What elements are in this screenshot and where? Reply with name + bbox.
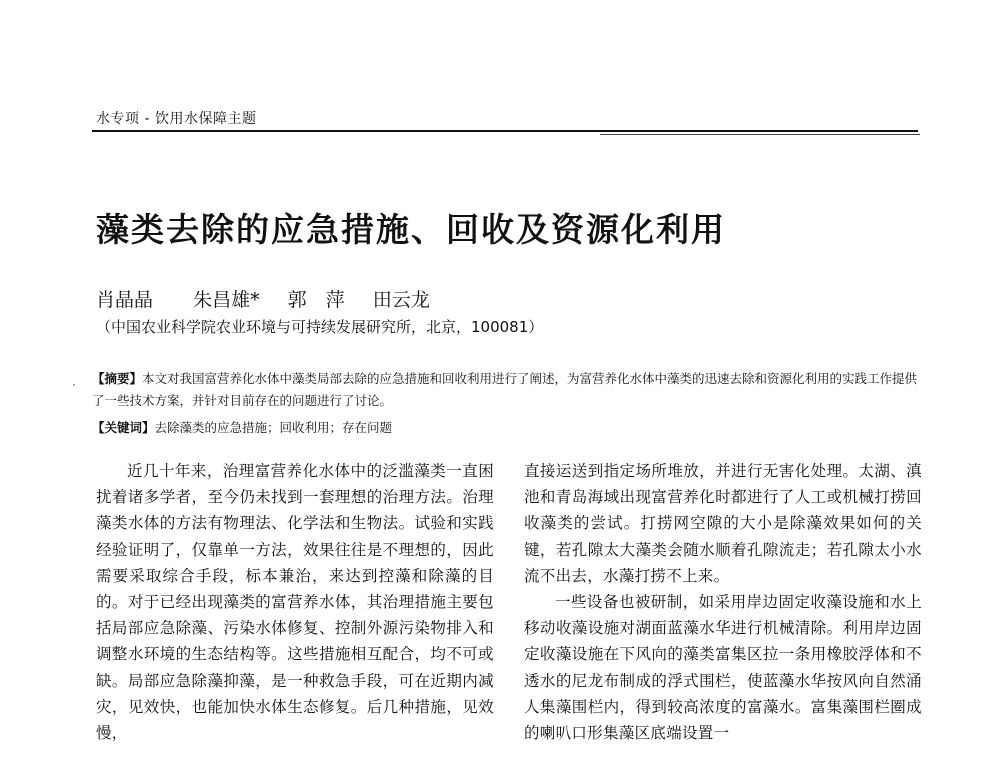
author-1: 肖晶晶	[96, 289, 154, 311]
author-4: 田云龙	[372, 289, 430, 311]
author-3: 郭 萍	[287, 289, 345, 311]
author-2: 朱昌雄*	[193, 289, 260, 311]
body-column-right	[524, 458, 922, 746]
body-paragraph: 一些设备也被研制，如采用岸边固定收藻设施和水上移动收藻设施对湖面蓝藻水华进行机械清除。利用岸边固定收藻设施在下风向的藻类富集区拉一条用橡胶浮体和不透水的尼龙布制成的浮式围栏，使蓝藻水华按风向自然涌人集藻围栏内，得到较高浓度的富藻水。富集藻围栏圈成的喇叭口形集藻区底端设置一	[524, 593, 922, 743]
keywords	[92, 417, 922, 439]
body-paragraph: 近几十年来，治理富营养化水体中的泛滥藻类一直困扰着诸多学者，至今仍未找到一套理想的治理方法。治理藻类水体的方法有物理法、化学法和生物法。试验和实践经验证明了，仅靠单一方法，效果往往是不理想的，因此需要采取综合手段，标本兼治，来达到控藻和除藻的目的。对于已经出现藻类的富营养水体，其治理措施主要包括局部应急除藻、污染水体修复、控制外源污染物排入和调整水环境的生态结构等。这些措施相互配合，均不可或缺。局部应急除藻抑藻，是一种救急手段，可在近期内减灾，见效快，也能加快水体生态修复。后几种措施，见效慢，	[96, 462, 494, 743]
body-column-left	[96, 458, 494, 746]
body-paragraph: 直接运送到指定场所堆放，并进行无害化处理。太湖、滇池和青岛海域出现富营养化时都进行了人工或机械打捞回收藻类的尝试。打捞网空隙的大小是除藻效果如何的关键，若孔隙太大藻类会随水顺着孔隙流走；若孔隙太小水流不出去，水藻打捞不上来。	[524, 462, 922, 585]
header-section-label: 水专项 - 饮用水保障主题	[96, 111, 257, 127]
abstract-label: 【摘要】	[92, 371, 143, 386]
header-rule	[92, 130, 918, 132]
article-title: 藻类去除的应急措施、回收及资源化利用	[96, 210, 726, 249]
affiliation: （中国农业科学院农业环境与可持续发展研究所，北京，100081）	[96, 318, 544, 336]
keywords-label: 【关键词】	[92, 420, 155, 435]
author-list	[96, 285, 452, 312]
abstract	[92, 368, 922, 412]
keywords-text: 去除藻类的应急措施；回收利用；存在问题	[154, 420, 393, 435]
margin-mark: ·	[72, 378, 76, 392]
header-rule-tail	[600, 134, 920, 135]
abstract-text: 本文对我国富营养化水体中藻类局部去除的应急措施和回收利用进行了阐述，为富营养化水体中藻类的迅速去除和资源化利用的实践工作提供了一些技术方案，并针对目前存在的问题进行了讨论。	[92, 371, 918, 408]
